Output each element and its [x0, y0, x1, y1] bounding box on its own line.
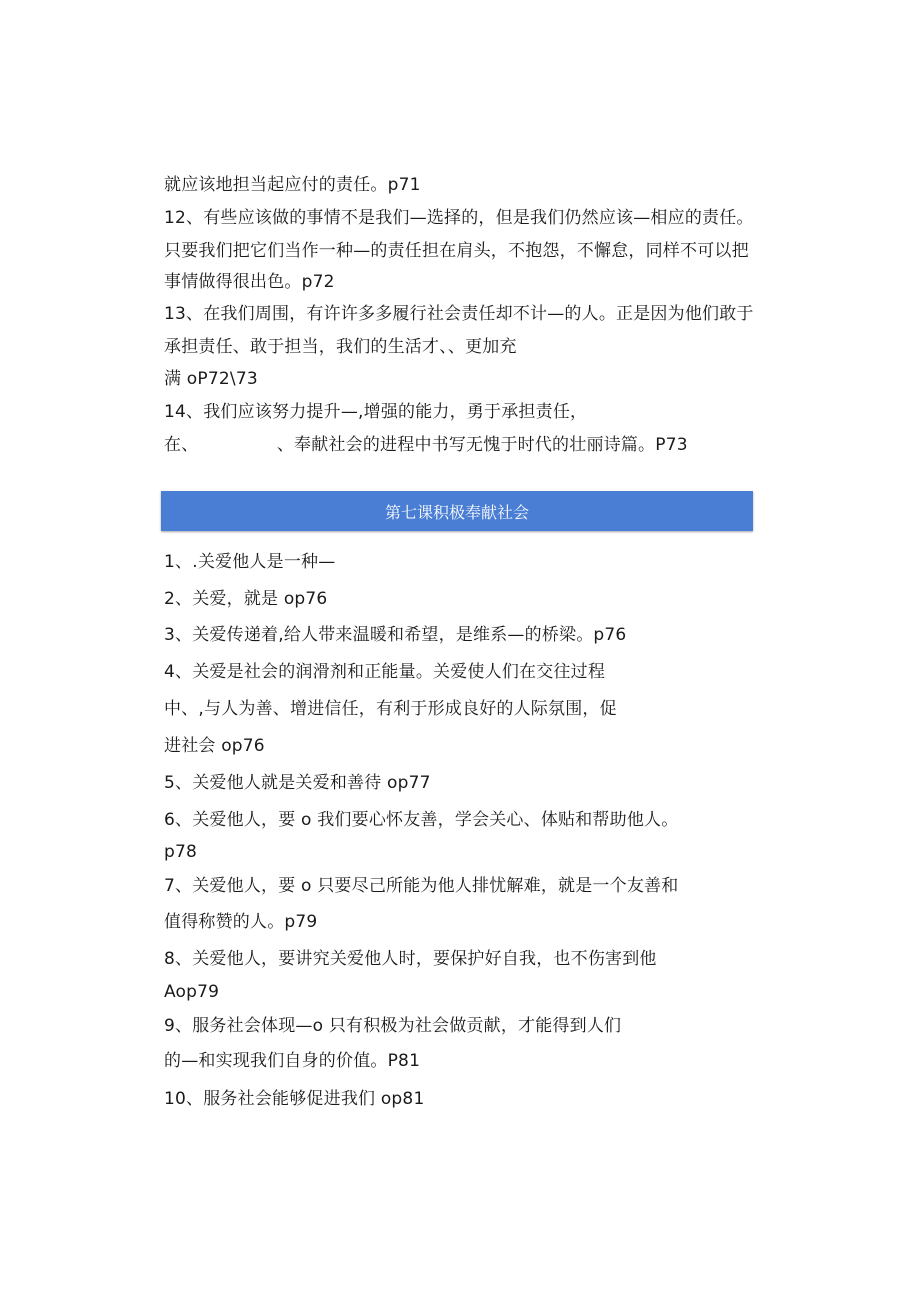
- text-line: 7、关爱他人，要 o 只要尽己所能为他人排忧解难，就是一个友善和: [164, 876, 679, 896]
- text-line: p78: [164, 842, 198, 862]
- text-line: 6、关爱他人，要 o 我们要心怀友善，学会关心、体贴和帮助他人。: [164, 810, 679, 830]
- text-line: 满 oP72\73: [164, 369, 258, 389]
- text-line: 8、关爱他人，要讲究关爱他人时，要保护好自我，也不伤害到他: [164, 949, 657, 969]
- text-line: 14、我们应该努力提升—,增强的能力，勇于承担责任，: [164, 402, 588, 422]
- text-line: 1、.关爱他人是一种—: [164, 552, 336, 572]
- text-line: 5、关爱他人就是关爱和善待 op77: [164, 773, 431, 793]
- text-line: 在、 、奉献社会的进程中书写无愧于时代的壮丽诗篇。P73: [164, 435, 688, 455]
- text-line: 9、服务社会体现—o 只有积极为社会做贡献，才能得到人们: [164, 1016, 622, 1036]
- text-line: 10、服务社会能够促进我们 op81: [164, 1089, 425, 1109]
- text-line: 12、有些应该做的事情不是我们—选择的，但是我们仍然应该—相应的责任。: [164, 208, 754, 228]
- text-line: 的—和实现我们自身的价值。P81: [164, 1051, 421, 1071]
- section-banner: [161, 491, 753, 531]
- text-line: 只要我们把它们当作一种—的责任担在肩头，不抱怨，不懈怠，同样不可以把: [164, 241, 749, 261]
- text-line: 2、关爱，就是 op76: [164, 589, 328, 609]
- text-line: 承担责任、敢于担当，我们的生活才、、更加充: [164, 337, 517, 357]
- text-line: 就应该地担当起应付的责任。p71: [164, 175, 421, 195]
- text-line: 4、关爱是社会的润滑剂和正能量。关爱使人们在交往过程: [164, 662, 606, 682]
- text-line: 13、在我们周围，有许许多多履行社会责任却不计—的人。正是因为他们敢于: [164, 304, 754, 324]
- text-line: 事情做得很出色。p72: [164, 272, 335, 292]
- text-line: 中、,与人为善、增进信任，有利于形成良好的人际氛围，促: [164, 699, 617, 719]
- text-line: 进社会 op76: [164, 736, 265, 756]
- banner-title: 第七课积极奉献社会: [384, 502, 529, 522]
- text-line: 3、关爱传递着,给人带来温暖和希望，是维系—的桥梁。p76: [164, 625, 627, 645]
- text-line: Aop79: [164, 982, 220, 1002]
- text-line: 值得称赞的人。p79: [164, 912, 318, 932]
